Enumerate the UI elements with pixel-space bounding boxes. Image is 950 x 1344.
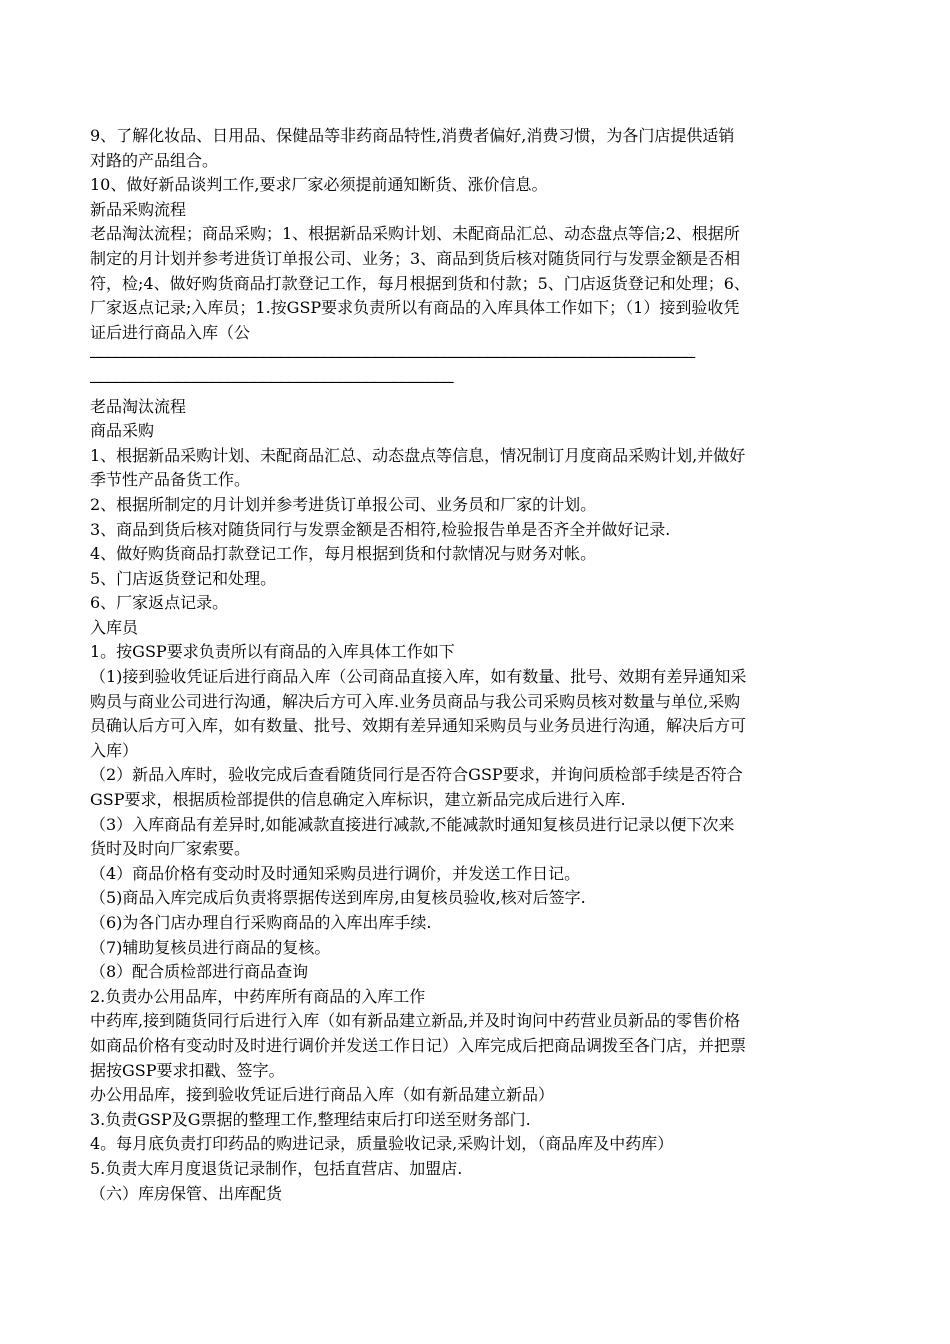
text-line: 4、做好购货商品打款登记工作，每月根据到货和付款情况与财务对帐。 (90, 544, 597, 564)
text-line: （3）入库商品有差异时,如能减款直接进行减款,不能减款时通知复核员进行记录以便下次来 (90, 814, 735, 834)
text-line: 5、门店返货登记和处理。 (90, 568, 277, 588)
text-line: 货时及时向厂家索要。 (90, 839, 251, 859)
text-line: 4。每月底负责打印药品的购进记录，质量验收记录,采购计划，（商品库及中药库） (90, 1134, 674, 1154)
text-line: 2、根据所制定的月计划并参考进货订单报公司、业务员和厂家的计划。 (90, 494, 597, 514)
section-heading: 商品采购 (90, 421, 155, 441)
text-line: 对路的产品组合。 (90, 150, 219, 170)
text-line: GSP要求，根据质检部提供的信息确定入库标识，建立新品完成后进行入库. (90, 790, 626, 810)
section-heading: 入库员 (90, 617, 139, 637)
text-line: 员确认后方可入库，如有数量、批号、效期有差异通知采购员与业务员进行沟通，解决后方可 (90, 716, 747, 736)
text-line: 购员与商业公司进行沟通，解决后方可入库.业务员商品与我公司采购员核对数量与单位,采购 (90, 691, 741, 711)
text-line: 如商品价格有变动时及时进行调价并发送工作日记）入库完成后把商品调拨至各门店，并把票 (90, 1035, 747, 1055)
text-line: 6、厂家返点记录。 (90, 593, 229, 613)
text-line: 符，检;4、做好购货商品打款登记工作，每月根据到货和付款；5、门店返货登记和处理；6、 (90, 273, 750, 293)
divider-line: —————————————————————————————————————————— (90, 371, 453, 391)
text-line: 1、根据新品采购计划、未配商品汇总、动态盘点等信息，情况制订月度商品采购计划,并做好 (90, 445, 746, 465)
section-heading: 新品采购流程 (90, 199, 187, 219)
divider-line: —————————————————————————————————————————————————————————————————————— (90, 347, 695, 367)
text-line: 5.负责大库月度退货记录制作，包括直营店、加盟店. (90, 1158, 463, 1178)
text-line: （8）配合质检部进行商品查询 (90, 962, 309, 982)
text-line: 2.负责办公用品库，中药库所有商品的入库工作 (90, 986, 426, 1006)
text-line: 据按GSP要求扣戳、签字。 (90, 1060, 285, 1080)
section-heading: （六）库房保管、出库配货 (90, 1183, 283, 1203)
text-line: （4）商品价格有变动时及时通知采购员进行调价，并发送工作日记。 (90, 863, 581, 883)
text-line: 3、商品到货后核对随货同行与发票金额是否相符,检验报告单是否齐全并做好记录. (90, 519, 671, 539)
text-line: 厂家返点记录;入库员；1.按GSP要求负责所以有商品的入库具体工作如下；（1）接到验收凭 (90, 298, 740, 318)
text-line: （7)辅助复核员进行商品的复核。 (90, 937, 331, 957)
text-line: 办公用品库，接到验收凭证后进行商品入库（如有新品建立新品） (90, 1085, 555, 1105)
text-line: （6)为各门店办理自行采购商品的入库出库手续. (90, 913, 432, 932)
text-line: 证后进行商品入库（公 (90, 322, 251, 342)
text-line: 老品淘汰流程；商品采购；1、根据新品采购计划、未配商品汇总、动态盘点等信;2、根据所 (90, 224, 740, 244)
text-line: （5)商品入库完成后负责将票据传送到库房,由复核员验收,核对后签字. (90, 888, 586, 908)
text-line: 入库） (90, 740, 139, 760)
text-line: （1)接到验收凭证后进行商品入库（公司商品直接入库，如有数量、批号、效期有差异通知采 (90, 667, 747, 687)
text-line: 1。按GSP要求负责所以有商品的入库具体工作如下 (90, 642, 455, 662)
text-line: 9、了解化妆品、日用品、保健品等非药商品特性,消费者偏好,消费习惯，为各门店提供适销 (90, 126, 735, 145)
text-line: 3.负责GSP及G票据的整理工作,整理结束后打印送至财务部门. (90, 1109, 531, 1129)
text-line: 季节性产品备货工作。 (90, 470, 251, 490)
text-line: 10、做好新品谈判工作,要求厂家必须提前通知断货、涨价信息。 (90, 175, 548, 195)
text-line: 中药库,接到随货同行后进行入库（如有新品建立新品,并及时询问中药营业员新品的零售价格 (90, 1011, 741, 1031)
text-line: 制定的月计划并参考进货订单报公司、业务；3、商品到货后核对随货同行与发票金额是否相 (90, 248, 741, 268)
section-heading: 老品淘汰流程 (90, 396, 187, 416)
document-body (90, 124, 890, 1206)
text-line: （2）新品入库时，验收完成后查看随货同行是否符合GSP要求，并询问质检部手续是否符合 (90, 765, 743, 785)
